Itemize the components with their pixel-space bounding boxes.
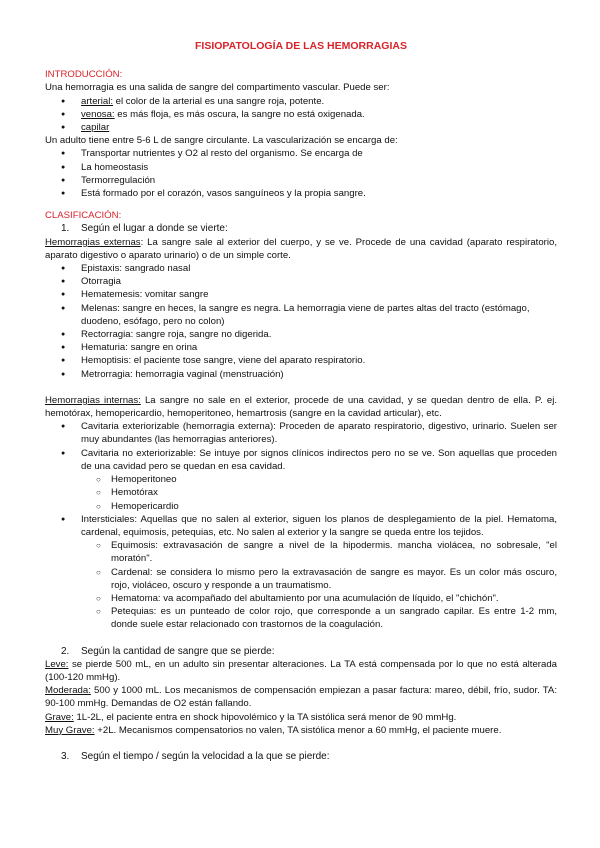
list-item: ● Hematuria: sangre en orina <box>45 341 557 354</box>
severity-moderada: Moderada: 500 y 1000 mL. Los mecanismos de compensación empiezan a pasar factura: mareo, débil, frío, sudor. TA: 90-100 mmHg. Demandas de O2 están fallando. <box>45 685 557 710</box>
list-item: ● Metrorragia: hemorragia vaginal (menstruación) <box>45 368 557 381</box>
list-item: ○ Hemotórax <box>45 486 557 499</box>
list-item: ● Cavitaria no exteriorizable: Se intuye por signos clínicos indirectos pero no se ve. Son aquellas que proceden de una cavidad pero se quedan en esa cavidad. ○ Hemoperitoneo ○ Hemotórax ○ Hemopericardio <box>45 447 557 513</box>
numbered-item-1: 1. Según el lugar a donde se vierte: <box>61 223 228 235</box>
list-item: ● venosa: es más floja, es más oscura, la sangre no está oxigenada. <box>45 108 557 121</box>
list-item: ● Transportar nutrientes y O2 al resto del organismo. Se encarga de <box>45 147 557 160</box>
list-item: ○ Equimosis: extravasación de sangre a nivel de la hipodermis. mancha violácea, no sobresale, "el moratón". <box>45 539 557 565</box>
document-page <box>45 40 557 763</box>
external-hemorrhage-paragraph: Hemorragias externas: La sangre sale al exterior del cuerpo, y se ve. Procede de una cavidad (aparato respiratorio, aparato digestivo o aparato urinario) o de un simple corte. <box>45 236 557 261</box>
internal-hemorrhage-paragraph: Hemorragias internas: La sangre no sale en el exterior, procede de una cavidad, y se quedan dentro de ella. P. ej. hemotórax, hemopericardio, hemoperitoneo, hemartrosis (sangre en la cavidad articular), etc. <box>45 394 557 420</box>
list-item: ○ Petequias: es un punteado de color rojo, que corresponde a un sangrado capilar. Es entre 1-2 mm, donde suele estar relacionado con trastornos de la coagulación. <box>45 605 557 631</box>
cavity-sublist <box>45 473 557 513</box>
external-hemorrhage-list <box>45 262 557 381</box>
list-item: ○ Cardenal: se considera lo mismo pero la extravasación de sangre es mayor. Es un color más oscuro, rojo, violáceo, oscuro y responde a un traumatismo. <box>45 566 557 592</box>
list-item: ● Otorragia <box>45 275 557 288</box>
document-title: FISIOPATOLOGÍA DE LAS HEMORRAGIAS <box>195 40 407 52</box>
list-item: ○ Hemoperitoneo <box>45 473 557 486</box>
list-item: ● arterial: el color de la arterial es una sangre roja, potente. <box>45 95 557 108</box>
interstitial-sublist <box>45 539 557 631</box>
list-item: ● Hemoptisis: el paciente tose sangre, viene del aparato respiratorio. <box>45 354 557 367</box>
severity-grave: Grave: 1L-2L, el paciente entra en shock hipovolémico y la TA sistólica será menor de 90 mmHg. <box>45 711 457 723</box>
list-item: ● Hematemesis: vomitar sangre <box>45 288 557 301</box>
list-item: ● Cavitaria exteriorizable (hemorragia externa): Proceden de aparato respiratorio, digestivo, urinario. Suelen ser muy abundantes (las hemorragias anteriores). <box>45 420 557 446</box>
list-item: ● La homeostasis <box>45 161 557 174</box>
intro-paragraph: Una hemorragia es una salida de sangre del compartimento vascular. Puede ser: <box>45 82 390 94</box>
list-item: ○ Hematoma: va acompañado del abultamiento por una acumulación de líquido, el "chichón". <box>45 592 557 605</box>
clasificacion-heading: CLASIFICACIÓN: <box>45 210 122 222</box>
list-item: ● Está formado por el corazón, vasos sanguíneos y la propia sangre. <box>45 187 557 200</box>
numbered-item-2: 2. Según la cantidad de sangre que se pierde: <box>61 645 275 657</box>
list-item: ● Epistaxis: sangrado nasal <box>45 262 557 275</box>
list-item: ● Termorregulación <box>45 174 557 187</box>
internal-hemorrhage-list <box>45 420 557 631</box>
intro-heading: INTRODUCCIÓN: <box>45 69 123 81</box>
severity-leve: Leve: se pierde 500 mL, en un adulto sin presentar alteraciones. La TA está compensada por lo que no está alterada (100-120 mmHg). <box>45 658 557 683</box>
list-item: ● Intersticiales: Aquellas que no salen al exterior, siguen los planos de desplegamiento de la piel. Hematoma, cardenal, equimosis, petequias, etc. No salen al exterior y la sangre se queda entre los tejidos. ○ Equimosis: extravasación de sangre a nivel de la hipodermis. mancha violácea, no sobresale, "el moratón". ○ Cardenal: se considera lo mismo pero la extravasación de sangre es mayor. Es un color más oscuro, rojo, violáceo, oscuro y responde a un traumatismo. ○ Hematoma: va acompañado del abultamiento por una acumulación de líquido, el "chichón". ○ Petequias: es un punteado de color rojo, que corresponde a un sangrado capilar. Es entre 1-2 mm, donde suele estar relacionado con trastornos de la coagulación. <box>45 513 557 632</box>
intro-paragraph-2: Un adulto tiene entre 5-6 L de sangre circulante. La vascularización se encarga de: <box>45 135 398 147</box>
list-item: ○ Hemopericardio <box>45 500 557 513</box>
numbered-item-3: 3. Según el tiempo / según la velocidad a la que se pierde: <box>61 750 330 762</box>
list-item: ● Melenas: sangre en heces, la sangre es negra. La hemorragia viene de partes altas del tracto (estómago, duodeno, esófago, pero no colon) <box>45 302 557 328</box>
hemorrhage-type-list <box>45 95 557 135</box>
list-item: ● Rectorragia: sangre roja, sangre no digerida. <box>45 328 557 341</box>
vascular-function-list <box>45 147 557 200</box>
list-item: ● capilar <box>45 121 557 134</box>
severity-muy-grave: Muy Grave: +2L. Mecanismos compensatorios no valen, TA sistólica menor a 60 mmHg, el paciente muere. <box>45 724 502 736</box>
